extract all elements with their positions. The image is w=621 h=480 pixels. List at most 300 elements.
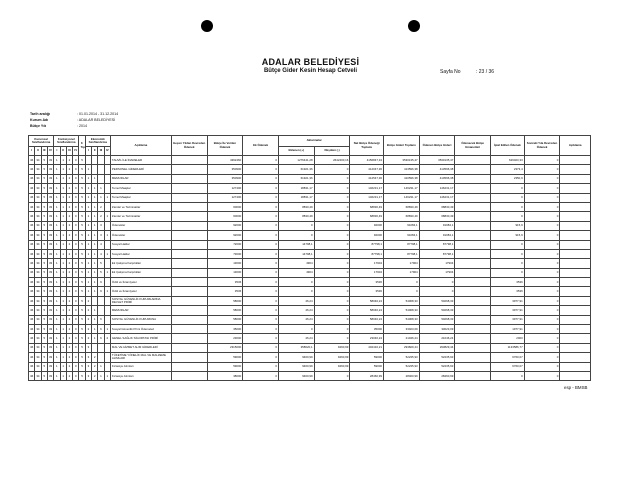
amount-cell-iptal: 3977,91 <box>491 296 525 305</box>
code-cell: 5 <box>41 353 47 362</box>
amount-cell-ekl: 46,24 <box>278 306 314 315</box>
note-cell <box>560 156 591 165</box>
amount-cell-odenen: 91084,1 <box>419 231 455 240</box>
code-cell: 1 <box>60 193 66 202</box>
code-cell: 2 <box>66 193 72 202</box>
code-cell: 33 <box>47 343 53 352</box>
code-cell: 5 <box>79 249 85 258</box>
code-cell: 34 <box>35 202 41 211</box>
code-cell: 0 <box>73 193 79 202</box>
code-cell: 1 <box>60 174 66 183</box>
amount-cell-dus: 0 <box>314 249 350 258</box>
amount-cell-ek: 0 <box>243 221 279 230</box>
amount-cell-gecen <box>171 353 207 362</box>
amount-cell-gecen <box>171 240 207 249</box>
code-cell: 0 <box>73 231 79 240</box>
amount-cell-butce: 92000 <box>207 231 243 240</box>
amount-cell-odenen: 87798,1 <box>419 249 455 258</box>
amount-cell-dus: 0 <box>314 184 350 193</box>
note-cell <box>560 174 591 183</box>
code-cell: 46 <box>29 212 35 221</box>
table-row <box>29 193 591 202</box>
code-cell: 1 <box>54 240 60 249</box>
code-cell: 46 <box>29 278 35 287</box>
table-row <box>29 249 591 258</box>
report-title: ADALAR BELEDİYESİ <box>261 57 360 67</box>
amount-cell-dus: 9460,99 <box>314 353 350 362</box>
amount-cell-odenecek <box>455 249 491 258</box>
description-cell: Zamlar ve Tazminatlar <box>110 202 171 211</box>
amount-cell-iptal: 3977,91 <box>491 306 525 315</box>
amount-cell-odenecek <box>455 193 491 202</box>
amount-cell-sonraki: 0 <box>524 174 560 183</box>
amount-cell-odenen: 68830,49 <box>419 212 455 221</box>
code-cell: 1 <box>92 193 98 202</box>
code-cell: 33 <box>47 165 53 174</box>
amount-cell-gecen <box>171 306 207 315</box>
amount-cell-odenen: 413596,38 <box>419 165 455 174</box>
code-cell: 34 <box>35 334 41 343</box>
code-cell: 5 <box>41 371 47 380</box>
amount-cell-dus: 0 <box>314 268 350 277</box>
code-cell: 46 <box>29 240 35 249</box>
code-cell: 0 <box>73 165 79 174</box>
amount-cell-net: 23046,24 <box>350 334 384 343</box>
amount-cell-odenecek <box>455 287 491 296</box>
note-cell <box>560 268 591 277</box>
amount-cell-gideri: 91084,1 <box>383 231 419 240</box>
code-cell: 5 <box>79 174 85 183</box>
amount-cell-net: 402416,21 <box>350 343 384 352</box>
code-cell: 1 <box>85 240 91 249</box>
code-cell: 1 <box>60 362 66 371</box>
amount-cell-odenecek <box>455 231 491 240</box>
code-cell: 0 <box>73 268 79 277</box>
code-cell: 9 <box>98 287 104 296</box>
code-cell: 2 <box>85 315 91 324</box>
amount-cell-net: 58046,24 <box>350 315 384 324</box>
code-cell: 5 <box>79 240 85 249</box>
amount-cell-ekl: 1276441,28 <box>278 156 314 165</box>
amount-cell-ekl: 9460,99 <box>278 371 314 380</box>
amount-cell-net: 412547,36 <box>350 174 384 183</box>
description-cell: Temel Maaşlar <box>110 184 171 193</box>
amount-cell-iptal: 6760,07 <box>491 362 525 371</box>
note-cell <box>560 240 591 249</box>
code-cell: 1 <box>104 193 110 202</box>
code-cell: 1 <box>85 278 91 287</box>
amount-cell-gecen <box>171 184 207 193</box>
code-cell: 1 <box>60 371 66 380</box>
description-cell: Sosyal Haklar <box>110 240 171 249</box>
code-cell: 46 <box>29 165 35 174</box>
amount-cell-odenen: 21046,24 <box>419 334 455 343</box>
note-cell <box>560 231 591 240</box>
amount-cell-ekl: 46,24 <box>278 315 314 324</box>
amount-cell-gideri: 28460,99 <box>383 371 419 380</box>
code-cell: 5 <box>41 212 47 221</box>
code-cell: 5 <box>79 221 85 230</box>
code-cell: 33 <box>47 156 53 165</box>
code-cell: 5 <box>41 231 47 240</box>
amount-cell-iptal: 6760,07 <box>491 353 525 362</box>
code-cell: 2 <box>92 371 98 380</box>
code-cell: 5 <box>41 156 47 165</box>
report-meta <box>30 111 118 129</box>
amount-cell-odenen: 68830,49 <box>419 202 455 211</box>
amount-cell-sonraki: 0 <box>524 268 560 277</box>
code-cell: 2 <box>98 202 104 211</box>
amount-cell-ek: 0 <box>243 353 279 362</box>
note-cell <box>560 296 591 305</box>
amount-cell-gecen <box>171 325 207 334</box>
code-cell: 5 <box>79 193 85 202</box>
code-cell: 2 <box>66 184 72 193</box>
code-cell: 33 <box>47 296 53 305</box>
description-cell: Kırtasiye Alımları <box>110 362 171 371</box>
amount-cell-sonraki: 0 <box>524 334 560 343</box>
amount-cell-odenecek <box>455 156 491 165</box>
amount-cell-dus: 0 <box>314 202 350 211</box>
amount-cell-ek: 0 <box>243 193 279 202</box>
page-number-label: Sayfa No <box>440 69 461 75</box>
code-cell: 0 <box>73 156 79 165</box>
amount-cell-butce: 23000 <box>207 334 243 343</box>
code-cell: 1 <box>92 278 98 287</box>
amount-cell-dus: 0 <box>314 221 350 230</box>
code-cell: 2 <box>66 259 72 268</box>
amount-cell-net: 17904 <box>350 268 384 277</box>
table-row <box>29 156 591 165</box>
amount-cell-dus: 0 <box>314 259 350 268</box>
header-eklenen: Eklenen (+) <box>278 147 314 156</box>
table-row <box>29 184 591 193</box>
amount-cell-sonraki: 0 <box>524 315 560 324</box>
code-cell: 46 <box>29 371 35 380</box>
amount-cell-dus: 0 <box>314 306 350 315</box>
table-row <box>29 268 591 277</box>
amount-cell-sonraki: 0 <box>524 353 560 362</box>
code-cell: 5 <box>79 165 85 174</box>
code-cell: 5 <box>41 278 47 287</box>
code-cell: 5 <box>79 362 85 371</box>
amount-cell-net: 3536 <box>350 287 384 296</box>
code-cell: 5 <box>41 259 47 268</box>
table-row <box>29 221 591 230</box>
amount-cell-dus: 0 <box>314 315 350 324</box>
code-cell: 2 <box>85 334 91 343</box>
code-cell: 1 <box>60 221 66 230</box>
amount-cell-gideri: 410596,38 <box>383 174 419 183</box>
amount-cell-odenecek <box>455 221 491 230</box>
amount-cell-gideri: 52235,93 <box>383 353 419 362</box>
amount-cell-net: 87798,1 <box>350 249 384 258</box>
code-cell: 33 <box>47 202 53 211</box>
code-cell: 5 <box>41 268 47 277</box>
amount-cell-dus: 0 <box>314 212 350 221</box>
amount-cell-odenecek <box>455 165 491 174</box>
code-cell: 33 <box>47 334 53 343</box>
description-cell: SOSYAL GÜVENLİK KURUMUNA <box>110 315 171 324</box>
code-cell: 1 <box>92 315 98 324</box>
code-cell: 0 <box>73 325 79 334</box>
code-cell: 1 <box>85 202 91 211</box>
amount-cell-butce: 59000 <box>207 353 243 362</box>
table-row <box>29 306 591 315</box>
code-cell: 33 <box>47 174 53 183</box>
code-cell: 5 <box>79 353 85 362</box>
code-cell: 1 <box>85 221 91 230</box>
note-cell <box>560 362 591 371</box>
amount-cell-iptal: 0 <box>491 202 525 211</box>
code-cell: 33 <box>47 212 53 221</box>
amount-cell-net: 68830,49 <box>350 202 384 211</box>
amount-cell-sonraki: 0 <box>524 343 560 352</box>
amount-cell-odenen: 54068,33 <box>419 315 455 324</box>
code-cell: 1 <box>54 334 60 343</box>
code-cell: 46 <box>29 353 35 362</box>
code-cell: 34 <box>35 315 41 324</box>
amount-cell-ekl: 0 <box>278 221 314 230</box>
table-row <box>29 212 591 221</box>
amount-cell-net: 92000 <box>350 231 384 240</box>
amount-cell-butce: 72000 <box>207 240 243 249</box>
code-cell: 2 <box>66 240 72 249</box>
amount-cell-gecen <box>171 315 207 324</box>
description-cell: Sosyal Güvenlik Primi Ödemeleri <box>110 325 171 334</box>
code-cell: 3 <box>98 221 104 230</box>
table-row <box>29 362 591 371</box>
code-cell: 46 <box>29 156 35 165</box>
amount-cell-odenen: 0 <box>419 287 455 296</box>
amount-cell-iptal: 3536 <box>491 278 525 287</box>
meta-institution: Kurum Adı : ADALAR BELEDİYESİ <box>30 118 116 122</box>
table-row <box>29 278 591 287</box>
note-cell <box>560 343 591 352</box>
amount-cell-gideri: 413596,38 <box>383 165 419 174</box>
code-cell: 1 <box>92 268 98 277</box>
code-cell: 5 <box>79 287 85 296</box>
code-cell: 1 <box>85 287 91 296</box>
code-cell: 2 <box>66 306 72 315</box>
code-cell: 2 <box>85 296 91 305</box>
code-cell: 5 <box>79 315 85 324</box>
note-cell <box>560 287 591 296</box>
amount-cell-gecen <box>171 296 207 305</box>
code-cell: 6 <box>98 315 104 324</box>
code-cell: 0 <box>73 315 79 324</box>
amount-cell-sonraki: 0 <box>524 306 560 315</box>
table-row <box>29 296 591 305</box>
amount-cell-odenen: 17904 <box>419 268 455 277</box>
amount-cell-dus: 0 <box>314 174 350 183</box>
code-cell: 1 <box>85 259 91 268</box>
code-cell: 2 <box>66 268 72 277</box>
header-ekonomik: Ekonomik Sınıflandırma <box>85 136 110 147</box>
code-cell: 34 <box>35 231 41 240</box>
amount-cell-ekl: 4904 <box>278 268 314 277</box>
code-cell: 0 <box>73 334 79 343</box>
amount-cell-ek: 0 <box>243 362 279 371</box>
note-cell <box>560 202 591 211</box>
amount-cell-gecen <box>171 193 207 202</box>
amount-cell-ek: 0 <box>243 296 279 305</box>
note-cell <box>560 353 591 362</box>
amount-cell-ek: 0 <box>243 240 279 249</box>
code-cell: 46 <box>29 184 35 193</box>
amount-cell-butce: 92000 <box>207 221 243 230</box>
code-cell: 1 <box>60 240 66 249</box>
amount-cell-net: 92000 <box>350 221 384 230</box>
amount-cell-odenen: 28460,99 <box>419 371 455 380</box>
description-cell: Ödül ve İkramiyeler <box>110 287 171 296</box>
amount-cell-gecen <box>171 174 207 183</box>
code-cell: 0 <box>73 362 79 371</box>
code-cell: 0 <box>73 343 79 352</box>
description-cell: Zamlar ve Tazminatlar <box>110 212 171 221</box>
code-cell: 0 <box>73 249 79 258</box>
code-cell: 33 <box>47 193 53 202</box>
code-cell: 34 <box>35 353 41 362</box>
code-cell: 1 <box>104 268 110 277</box>
code-cell: 2 <box>92 362 98 371</box>
amount-cell-iptal: 0 <box>491 240 525 249</box>
header-aciklama-2: Açıklama <box>560 136 591 156</box>
note-cell <box>560 212 591 221</box>
code-cell: 2 <box>66 156 72 165</box>
amount-cell-sonraki: 0 <box>524 278 560 287</box>
code-cell: 1 <box>54 231 60 240</box>
code-header: I <box>54 147 60 156</box>
amount-cell-gecen <box>171 343 207 352</box>
code-cell: 34 <box>35 212 41 221</box>
code-cell: 5 <box>41 184 47 193</box>
amount-cell-gecen <box>171 287 207 296</box>
amount-cell-sonraki: 0 <box>524 156 560 165</box>
code-header: IV <box>104 147 110 156</box>
code-cell: 5 <box>79 371 85 380</box>
description-cell: MEMURLAR <box>110 306 171 315</box>
amount-cell-butce: 127400 <box>207 193 243 202</box>
code-cell: 2 <box>66 334 72 343</box>
header-odenecek: Ödenecek Bütçe Emanetleri <box>455 136 491 156</box>
amount-cell-odenecek <box>455 343 491 352</box>
amount-cell-odenecek <box>455 362 491 371</box>
amount-cell-gecen <box>171 362 207 371</box>
amount-cell-ekl: 46,24 <box>278 334 314 343</box>
code-cell: 5 <box>41 325 47 334</box>
code-cell: 33 <box>47 315 53 324</box>
code-cell: 5 <box>79 325 85 334</box>
code-cell: 3 <box>98 231 104 240</box>
code-cell: 46 <box>29 287 35 296</box>
code-cell: 2 <box>85 325 91 334</box>
code-cell: 0 <box>73 202 79 211</box>
code-cell: 34 <box>35 259 41 268</box>
code-header: II <box>60 147 66 156</box>
note-cell <box>560 325 591 334</box>
code-cell: 2 <box>66 362 72 371</box>
amount-cell-odenen: 3530135,47 <box>419 156 455 165</box>
amount-cell-odenecek <box>455 315 491 324</box>
code-cell: 1 <box>54 315 60 324</box>
amount-cell-odenen: 87798,1 <box>419 240 455 249</box>
header-aktarmalar: Aktarmalar <box>278 136 349 147</box>
amount-cell-dus: 2642400,16 <box>314 156 350 165</box>
code-cell: 3 <box>85 343 91 352</box>
note-cell <box>560 259 591 268</box>
amount-cell-sonraki: 0 <box>524 165 560 174</box>
amount-cell-iptal: 915,9 <box>491 221 525 230</box>
amount-cell-ekl: 14798,1 <box>278 240 314 249</box>
code-cell: 2 <box>66 315 72 324</box>
code-cell: 5 <box>79 156 85 165</box>
amount-cell-odenen: 17904 <box>419 259 455 268</box>
meta-date-range: Tarih aralığı : 01.01.2014 - 31.12.2014 <box>30 112 119 116</box>
code-cell: 1 <box>54 165 60 174</box>
code-cell: 34 <box>35 193 41 202</box>
code-cell: 5 <box>79 231 85 240</box>
table-row <box>29 174 591 183</box>
code-cell: 1 <box>85 174 91 183</box>
amount-cell-iptal: 2373,4 <box>491 165 525 174</box>
code-cell: 1 <box>92 240 98 249</box>
amount-cell-sonraki: 0 <box>524 325 560 334</box>
amount-cell-net: 4156847,34 <box>350 156 384 165</box>
amount-cell-gideri: 54068,33 <box>383 306 419 315</box>
amount-cell-dus: 0 <box>314 287 350 296</box>
note-cell <box>560 315 591 324</box>
code-cell: 1 <box>54 371 60 380</box>
amount-cell-gideri: 54068,33 <box>383 315 419 324</box>
code-cell: 1 <box>54 212 60 221</box>
amount-cell-butce: 60000 <box>207 212 243 221</box>
description-cell: Kırtasiye Alımları <box>110 371 171 380</box>
header-sonraki-yil: Sonraki Yıla Devreden Ödenek <box>524 136 560 156</box>
note-cell <box>560 221 591 230</box>
code-cell: 1 <box>54 184 60 193</box>
table-row <box>29 325 591 334</box>
code-cell: 1 <box>54 202 60 211</box>
code-cell: 1 <box>92 259 98 268</box>
amount-cell-odenecek <box>455 202 491 211</box>
amount-cell-net: 58046,24 <box>350 306 384 315</box>
code-cell: 1 <box>92 174 98 183</box>
amount-cell-ek: 0 <box>243 371 279 380</box>
code-header: III <box>41 147 47 156</box>
amount-cell-ek: 0 <box>243 325 279 334</box>
amount-cell-odenecek <box>455 325 491 334</box>
note-cell <box>560 334 591 343</box>
amount-cell-ek: 0 <box>243 287 279 296</box>
code-cell: 1 <box>92 231 98 240</box>
header-kurumsal: Kurumsal Sınıflandırma <box>29 136 54 147</box>
code-cell: 1 <box>54 296 60 305</box>
amount-cell-dus: 0 <box>314 231 350 240</box>
code-cell: 34 <box>35 343 41 352</box>
code-cell: 1 <box>104 325 110 334</box>
header-fonksiyonel: Fonksiyonel Sınıflandırma <box>54 136 79 147</box>
amount-cell-ekl: 0 <box>278 325 314 334</box>
code-cell: 5 <box>79 268 85 277</box>
amount-cell-ek: 0 <box>243 212 279 221</box>
code-cell: 1 <box>85 212 91 221</box>
amount-cell-butce: 127400 <box>207 184 243 193</box>
amount-cell-ek: 0 <box>243 231 279 240</box>
amount-cell-gecen <box>171 212 207 221</box>
code-cell: 1 <box>60 287 66 296</box>
code-cell: 34 <box>35 325 41 334</box>
